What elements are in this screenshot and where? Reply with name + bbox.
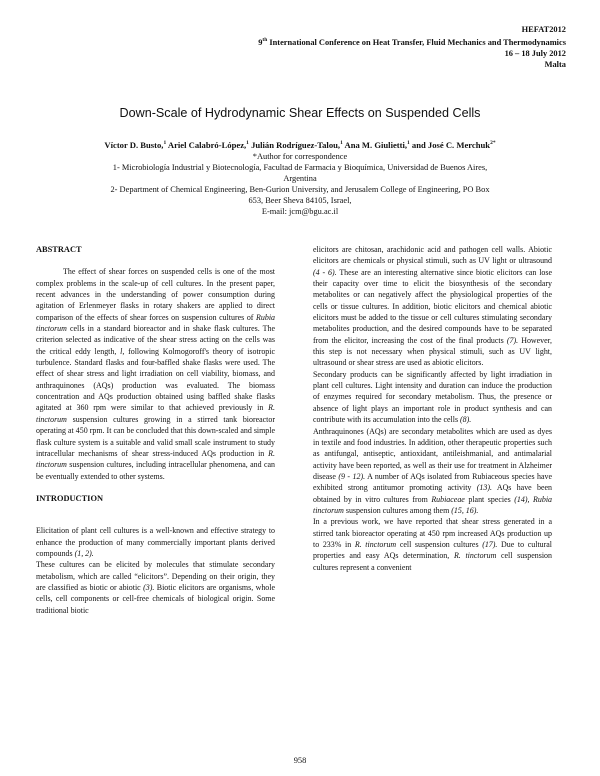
body-paragraph: [313, 516, 552, 573]
italic-run: (4 - 6).: [313, 267, 337, 277]
author-name: Ana M. Giulietti,: [342, 140, 408, 150]
body-paragraph: [313, 244, 552, 369]
italic-run: R. tinctorum: [36, 403, 275, 424]
text-run: plant species: [464, 494, 515, 504]
page-number: 958: [293, 756, 307, 765]
italic-run: (7).: [506, 335, 519, 345]
text-run: However, this step is not necessary when physical stimuli, such as UV light, ultrasound or shear stress are used as abiotic elicitors.: [313, 335, 552, 368]
correspondence-note: *Author for correspondence: [252, 152, 348, 161]
text-run: cell suspension cultures: [396, 539, 483, 549]
italic-run: (15, 16).: [451, 505, 479, 515]
introduction-paragraph: [36, 559, 275, 616]
italic-run: (3).: [143, 582, 155, 592]
introduction-heading: INTRODUCTION: [36, 493, 104, 503]
text-run: Due to cultural properties and easy AQs determination,: [313, 539, 552, 561]
italic-run: l: [120, 346, 123, 356]
conference-acronym: HEFAT2012: [521, 25, 566, 34]
affiliations: [40, 152, 560, 217]
author-name: and José C. Merchuk: [409, 140, 491, 150]
text-run: suspension cultures growing in a stirred tank bioreactor operating at 450 rpm. It can be concluded that this down-scaled and simple flask culture system is a suitable and valid small scale instrument to study intracellular mechanisms of shear stress-induced AQs production in: [36, 414, 275, 458]
author-affiliation-mark: 2*: [490, 140, 496, 147]
abstract-heading: ABSTRACT: [36, 245, 82, 254]
conference-number-suffix: th: [262, 37, 268, 43]
text-run: Biotic elicitors are organisms, whole cells, cell components or cell-free chemicals of biological origin. Some traditional biotic: [36, 582, 275, 615]
italic-run: Rubiaceae: [431, 494, 465, 504]
author-name: Ariel Calabró-López,: [166, 140, 247, 150]
conference-name: International Conference on Heat Transfer, Fluid Mechanics and Thermodynamics: [267, 37, 566, 47]
italic-run: R. tinctorum: [354, 539, 397, 549]
left-column: [36, 244, 275, 616]
conference-name-line: [258, 35, 566, 48]
text-run: cells in a standard bioreactor and in shake flask cultures. The criterion selected as indicative of the shear stress acting on the cells was the critical eddy length,: [36, 324, 275, 356]
text-run: The effect of shear forces on suspended cells is one of the most complex problems in the scale-up of cell cultures. In the present paper, recent advances in the understanding of power consumption during agitation of Erlenmeyer flasks in rotary shakers are applied to direct comparison of the effects of shear forces on suspension cultures of: [36, 267, 275, 322]
author-affiliation-mark: 1: [246, 140, 249, 147]
text-run: Anthraquinones (AQs) are secondary metabolites which are used as dyes in textile and food industries. In addition, other therapeutic properties such as antifungal, antiseptic, antioxidant, antileishmanial, and antimalarial activity have been reported, as well as their use for treatment in Alzheimer disease: [313, 426, 552, 481]
text-run: , following Kolmogoroff's theory of isotropic turbulence. Standard flasks and four-baffled shake flasks were used. The effect of shear stress and light irradiation on cell viability, biomass, and anthraquinones (AQs) production was evaluated. The biomass concentration and AQs production obtained using baffled shake flasks agitated at 360 rpm were similar to that achieved previously in: [36, 346, 276, 413]
text-run: Secondary products can be significantly affected by light irradiation in plant cell cultures. Light intensity and duration can induce the production of enzymes required for secondary metabolism. Thus, the presence or absence of light plays an important role in product synthesis and can contribute with its accumulation into the cells: [313, 369, 552, 425]
italic-run: R. tinctorum: [453, 551, 497, 561]
italic-run: (8).: [460, 415, 472, 425]
text-run: These are an interesting alternative since biotic elicitors can lose their capacity over time to elicit the biosynthesis of the secondary metabolites or can negatively affect the physiological properties of the cells or tissue cultures. In addition, biotic elicitors and chemical abiotic elicitors must be added to the tissue or cell cultures stimulating secondary metabolites production, and the desired compounds have to be separated from the elicitor, increasing the cost of the final products: [313, 267, 552, 345]
spacer: [36, 482, 275, 493]
affiliation-line: Argentina: [283, 173, 317, 183]
italic-run: R. tinctorum: [36, 448, 275, 470]
italic-run: Rubia tinctorum: [36, 312, 275, 334]
text-run: A number of AQs isolated from Rubiaceous species have exhibited strong antitumor promoting activity: [313, 471, 552, 493]
text-run: suspension cultures among them: [343, 505, 452, 515]
contact-email: E-mail: jcm@bgu.ac.il: [261, 206, 339, 216]
italic-run: (17).: [482, 539, 498, 549]
author-list: [0, 140, 600, 150]
text-run: These cultures can be elicited by molecules that stimulate secondary metabolism, which are called “elicitors”. Depending on their origin, they are classified as biotic or abiotic: [36, 560, 275, 592]
text-run: cell suspension cultures represent a convenient: [313, 551, 552, 572]
text-run: In a previous work, we have reported that shear stress generated in a stirred tank bioreactor operating at 450 rpm increased AQs production up to 233% in: [313, 517, 552, 549]
text-run: Elicitation of plant cell cultures is a well-known and effective strategy to enhance the production of many commercially important plants derived compounds: [36, 526, 275, 558]
affiliation-line: 1- Microbiología Industrial y Biotecnología, Facultad de Farmacia y Bioquímica, Universidad de Buenos Aires,: [112, 162, 488, 172]
body-paragraph: [313, 369, 552, 426]
author-name: Julián Rodríguez-Talou,: [248, 140, 341, 150]
author-affiliation-mark: 1: [407, 140, 410, 147]
affiliation-line: 653, Beer Sheva 84105, Israel,: [248, 195, 352, 205]
conference-number: 9: [258, 37, 263, 47]
paper-title: Down-Scale of Hydrodynamic Shear Effects on Suspended Cells: [119, 106, 481, 120]
conference-header: [258, 24, 566, 70]
italic-run: (1, 2).: [74, 548, 94, 558]
text-run: elicitors are chitosan, arachidonic acid and pathogen cell walls. Abiotic elicitors are chemicals or physical stimuli, such as UV light or ultrasound: [313, 245, 552, 266]
affiliation-line: 2- Department of Chemical Engineering, Ben-Gurion University, and Jerusalem College of Engineering, PO Box: [110, 184, 490, 194]
abstract-paragraph: [36, 266, 275, 482]
spacer: [36, 515, 275, 525]
italic-run: (9 - 12).: [338, 471, 366, 481]
text-run: AQs have been obtained by in vitro cultures from: [313, 483, 552, 504]
conference-dates: 16 – 18 July 2012: [504, 48, 566, 58]
italic-run: (14), Rubia tinctorum: [313, 494, 552, 515]
right-column: [313, 244, 552, 573]
italic-run: (13).: [476, 483, 492, 493]
conference-place: Malta: [544, 59, 566, 69]
text-run: suspension cultures, including intracellular phenomena, and can be eventually extended to other systems.: [36, 460, 275, 481]
author-affiliation-mark: 1: [163, 140, 167, 147]
body-paragraph: [313, 426, 552, 517]
author-affiliation-mark: 1: [340, 140, 343, 147]
author-name: Víctor D. Busto,: [104, 140, 164, 150]
introduction-paragraph: [36, 525, 275, 559]
